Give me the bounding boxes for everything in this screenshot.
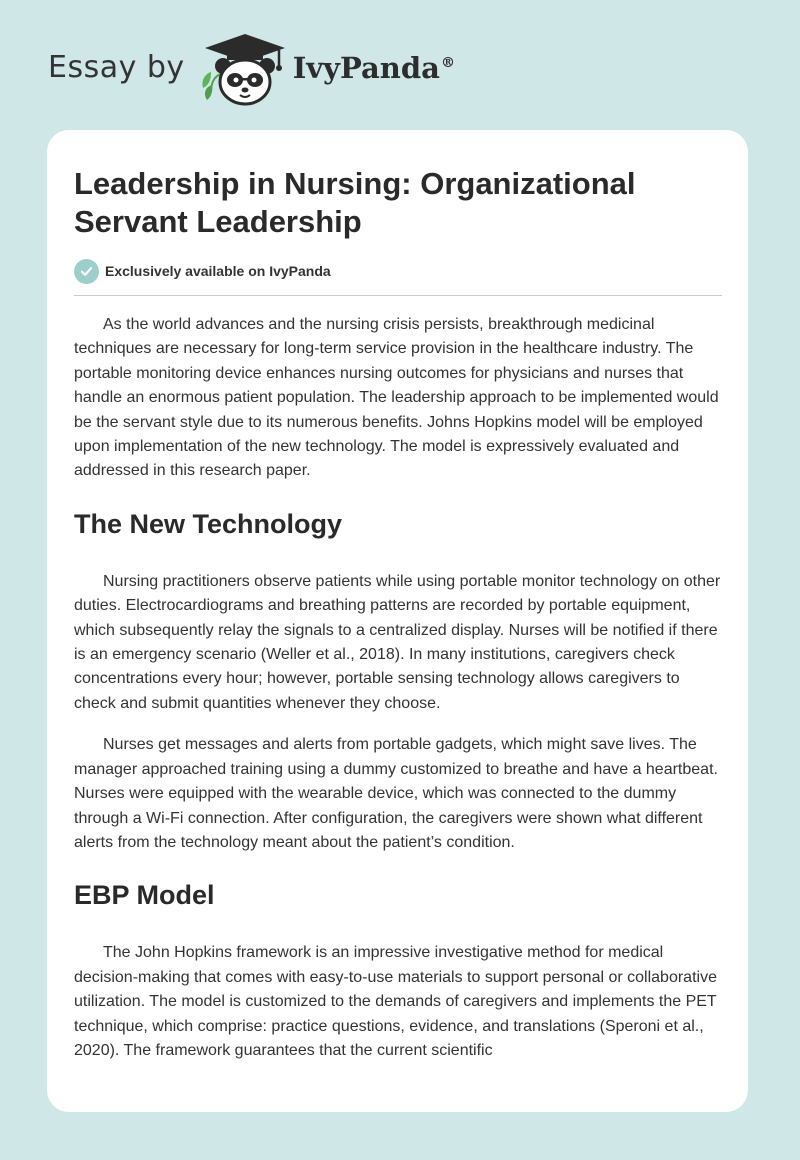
essay-by-label: Essay by: [48, 49, 185, 85]
body-paragraph: Nursing practitioners observe patients while using portable monitor technology on other duties. Electrocardiograms and breathing patterns are recorded by portable equipment, which subsequently relay the signals to a centralized display. Nurses will be notified if there is an emergency scenario (Weller et al., 2018). In many institutions, caregivers check concentrations every hour; however, portable sensing technology allows caregivers to check and submit quantities whenever they choose.: [74, 572, 721, 712]
panda-graduate-logo-icon[interactable]: [199, 30, 291, 110]
ivypanda-wordmark[interactable]: IvyPanda®: [292, 51, 455, 85]
body-paragraph: Nurses get messages and alerts from portable gadgets, which might save lives. The manager approached training using a dummy customized to breathe and have a heartbeat. Nurses were equipped with the wearable device, which was connected to the dummy through a Wi-Fi connection. After configuration, the caregivers were shown what different alerts from the technology meant about the patient’s condition.: [74, 736, 718, 851]
section-heading-ebp-model: EBP Model: [74, 880, 215, 911]
site-header: [48, 30, 455, 110]
essay-card: [47, 130, 748, 1112]
check-circle-icon: [74, 259, 99, 284]
title-divider: [74, 295, 722, 296]
exclusive-badge: [74, 258, 722, 284]
registered-mark: ®: [440, 55, 455, 72]
section-heading-new-technology: The New Technology: [74, 508, 343, 539]
exclusive-badge-text: Exclusively available on IvyPanda: [105, 263, 331, 279]
intro-paragraph: As the world advances and the nursing crisis persists, breakthrough medicinal techniques are necessary for long-term service provision in the healthcare industry. The portable monitoring device enhances nursing outcomes for physicians and nurses that handle an enormous patient population. The leadership approach to be implemented would be the servant style due to its numerous benefits. Johns Hopkins model will be employed upon implementation of the new technology. The model is expressively evaluated and addressed in this research paper.: [74, 316, 719, 480]
body-paragraph: The John Hopkins framework is an impressive investigative method for medical decision-making that comes with easy-to-use materials to support personal or collaborative utilization. The model is customized to the demands of caregivers and implements the PET technique, which comprise: practice questions, evidence, and translations (Speroni et al., 2020). The framework guarantees that the current scientific: [74, 944, 717, 1059]
essay-title: Leadership in Nursing: Organizational Servant Leadership: [74, 166, 636, 239]
